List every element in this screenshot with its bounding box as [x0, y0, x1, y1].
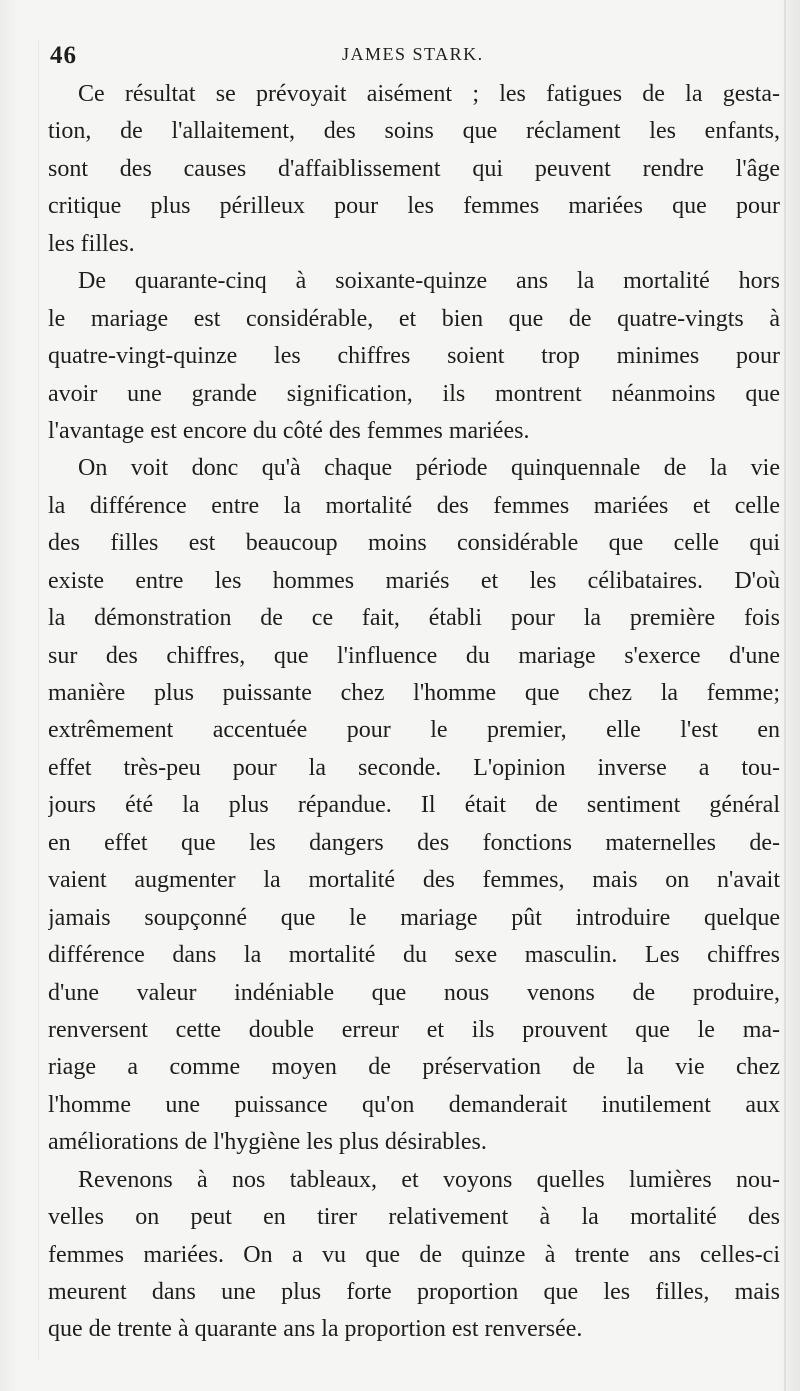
- text-line: avoir une grande signification, ils montrent néanmoins que: [48, 380, 780, 407]
- text-line: meurent dans une plus forte proportion que les filles, mais: [48, 1279, 780, 1305]
- text-line: critique plus périlleux pour les femmes mariées que pour: [48, 193, 780, 220]
- page-shadow-left: [38, 40, 39, 1360]
- text-line: tion, de l'allaitement, des soins que réclament les enfants,: [48, 118, 780, 145]
- page-gutter-right: [784, 0, 786, 1391]
- text-line: l'avantage est encore du côté des femmes mariées.: [48, 417, 530, 444]
- text-line: la différence entre la mortalité des femmes mariées et celle: [48, 492, 780, 519]
- text-line: le mariage est considérable, et bien que de quatre-vingts à: [48, 305, 780, 332]
- text-line: jamais soupçonné que le mariage pût introduire quelque: [48, 904, 780, 931]
- text-line: Ce résultat se prévoyait aisément ; les fatigues de la gesta-: [78, 81, 780, 107]
- text-line: quatre-vingt-quinze les chiffres soient trop minimes pour: [48, 343, 780, 370]
- text-line: la démonstration de ce fait, établi pour la première fois: [48, 605, 780, 632]
- text-line: effet très-peu pour la seconde. L'opinion inverse a tou-: [48, 754, 780, 781]
- text-line: manière plus puissante chez l'homme que chez la femme;: [48, 680, 780, 706]
- running-head: [50, 36, 780, 76]
- text-line: en effet que les dangers des fonctions maternelles de-: [48, 829, 780, 856]
- text-line: On voit donc qu'à chaque période quinquennale de la vie: [78, 455, 780, 482]
- running-title: JAMES STARK.: [342, 44, 484, 64]
- text-line: jours été la plus répandue. Il était de sentiment général: [48, 792, 780, 819]
- text-line: sont des causes d'affaiblissement qui peuvent rendre l'âge: [48, 155, 780, 182]
- text-line: les filles.: [48, 230, 135, 257]
- paragraph: [48, 1162, 780, 1349]
- text-line: femmes mariées. On a vu que de quinze à trente ans celles-ci: [48, 1241, 780, 1268]
- body-text: [48, 76, 780, 1349]
- text-line: De quarante-cinq à soixante-quinze ans la mortalité hors: [78, 268, 780, 295]
- text-line: existe entre les hommes mariés et les célibataires. D'où: [48, 567, 780, 594]
- text-line: différence dans la mortalité du sexe masculin. Les chiffres: [48, 942, 780, 969]
- text-line: améliorations de l'hygiène les plus désirables.: [48, 1129, 487, 1156]
- text-line: que de trente à quarante ans la proportion est renversée.: [48, 1316, 583, 1343]
- paragraph: [48, 450, 780, 1161]
- paragraph: [48, 263, 780, 450]
- text-line: velles on peut en tirer relativement à la mortalité des: [48, 1204, 780, 1231]
- text-line: l'homme une puissance qu'on demanderait inutilement aux: [48, 1091, 780, 1118]
- text-line: extrêmement accentuée pour le premier, elle l'est en: [48, 717, 780, 744]
- text-line: renversent cette double erreur et ils prouvent que le ma-: [48, 1016, 780, 1043]
- text-line: riage a comme moyen de préservation de la vie chez: [48, 1054, 780, 1081]
- text-line: des filles est beaucoup moins considérable que celle qui: [48, 530, 780, 557]
- paragraph: [48, 76, 780, 263]
- text-line: Revenons à nos tableaux, et voyons quelles lumières nou-: [78, 1166, 780, 1193]
- text-line: sur des chiffres, que l'influence du mariage s'exerce d'une: [48, 642, 780, 669]
- text-line: vaient augmenter la mortalité des femmes, mais on n'avait: [48, 867, 780, 894]
- page-number: 46: [50, 42, 77, 69]
- text-line: d'une valeur indéniable que nous venons de produire,: [48, 979, 780, 1006]
